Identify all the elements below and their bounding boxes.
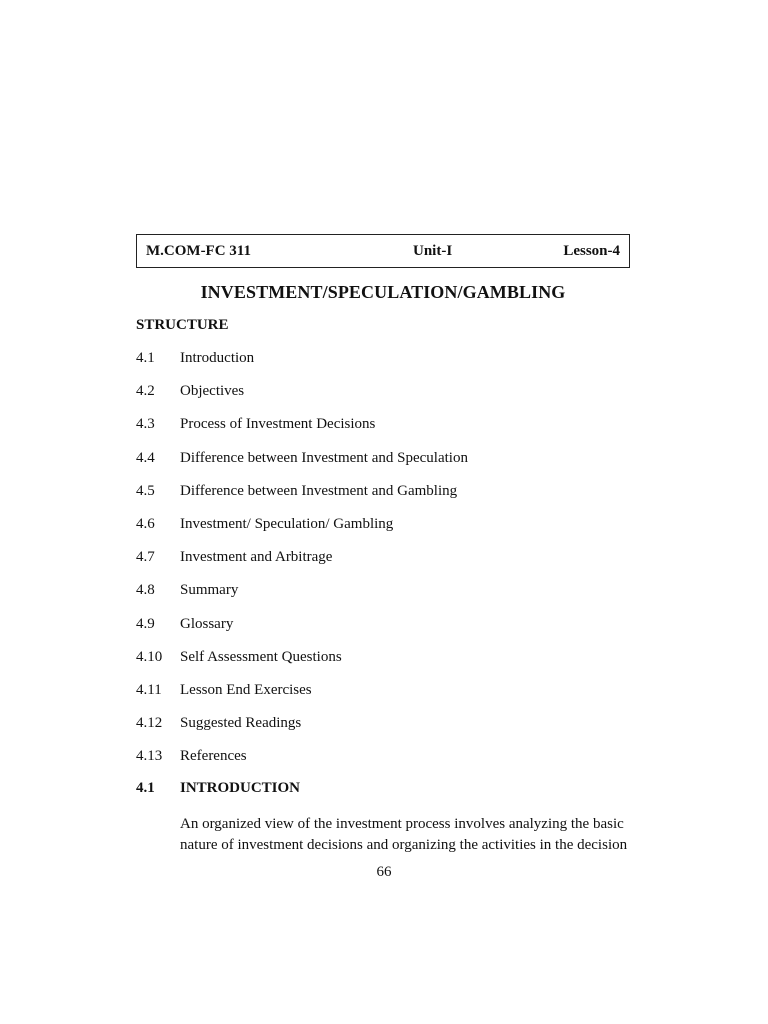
toc-label: Process of Investment Decisions	[180, 416, 376, 433]
toc-number: 4.3	[136, 416, 155, 433]
toc-item	[136, 681, 468, 714]
toc-number: 4.7	[136, 549, 155, 566]
toc-label: Lesson End Exercises	[180, 681, 312, 698]
toc-item	[136, 747, 468, 780]
toc-item	[136, 648, 468, 681]
section-title: INTRODUCTION	[180, 780, 301, 796]
toc-number: 4.6	[136, 515, 155, 532]
toc-number: 4.12	[136, 715, 163, 732]
toc-label: Summary	[180, 582, 239, 599]
toc-number: 4.11	[136, 681, 162, 698]
toc-number: 4.1	[136, 350, 155, 366]
toc-number: 4.5	[136, 482, 155, 499]
toc-number: 4.4	[136, 449, 155, 466]
toc-label: Glossary	[180, 615, 234, 632]
lesson-header-box	[136, 234, 630, 268]
toc-item	[136, 482, 468, 515]
page-number: 66	[376, 864, 392, 880]
course-code: M.COM-FC 311	[146, 243, 251, 259]
paragraph-line: An organized view of the investment process involves analyzing the basic	[180, 816, 624, 832]
toc-number: 4.8	[136, 582, 155, 599]
toc-item	[136, 415, 468, 448]
toc-label: Investment/ Speculation/ Gambling	[180, 515, 394, 532]
toc-item	[136, 581, 468, 614]
lesson-label: Lesson-4	[563, 243, 620, 259]
toc-item	[136, 382, 468, 415]
structure-heading: STRUCTURE	[136, 317, 229, 333]
toc-label: Suggested Readings	[180, 715, 302, 732]
section-heading	[136, 780, 300, 797]
page-title: INVESTMENT/SPECULATION/GAMBLING	[200, 282, 566, 302]
toc-number: 4.2	[136, 383, 155, 400]
toc-number: 4.10	[136, 648, 163, 665]
toc-label: Difference between Investment and Gambling	[180, 482, 458, 499]
toc-item	[136, 449, 468, 482]
introduction-paragraph	[180, 814, 634, 856]
toc-number: 4.9	[136, 615, 155, 632]
table-of-contents	[136, 349, 468, 780]
section-number: 4.1	[136, 780, 155, 796]
toc-label: References	[180, 748, 247, 765]
toc-label: Self Assessment Questions	[180, 648, 342, 665]
toc-item	[136, 615, 468, 648]
unit-label: Unit-I	[413, 243, 453, 259]
toc-label: Investment and Arbitrage	[180, 549, 333, 566]
toc-item	[136, 349, 468, 382]
toc-item	[136, 548, 468, 581]
toc-label: Difference between Investment and Speculation	[180, 449, 468, 466]
toc-item	[136, 515, 468, 548]
toc-item	[136, 714, 468, 747]
paragraph-line: nature of investment decisions and organizing the activities in the decision	[180, 837, 628, 853]
toc-label: Introduction	[180, 350, 255, 366]
toc-number: 4.13	[136, 748, 163, 765]
toc-label: Objectives	[180, 383, 245, 400]
